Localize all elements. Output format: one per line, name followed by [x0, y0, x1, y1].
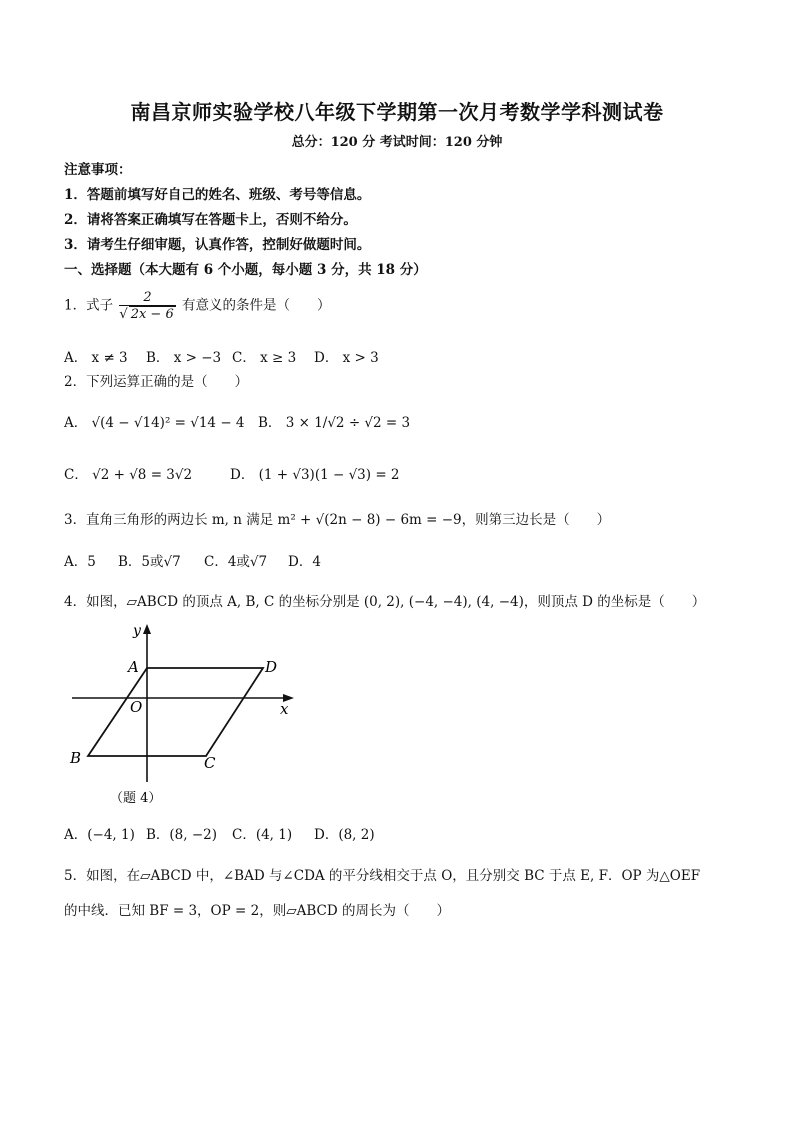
q1-fraction-numerator: 2: [119, 290, 175, 306]
q1-option-b: B． x > −3: [146, 350, 222, 366]
note-item-2: 2．请将答案正确填写在答题卡上，否则不给分。: [64, 212, 357, 228]
q4-parallelogram-diagram: [66, 622, 306, 812]
question-5-line-2: 的中线．已知 BF = 3，OP = 2，则▱ABCD 的周长为（ ）: [64, 903, 450, 919]
question-4-stem: 4．如图，▱ABCD 的顶点 A, B, C 的坐标分别是 (0, 2), (−4, −4), (4, −4)，则顶点 D 的坐标是（ ）: [64, 594, 706, 610]
q1-option-a: A． x ≠ 3: [64, 350, 128, 366]
figure-caption: （题 4）: [110, 791, 162, 806]
label-b: B: [70, 749, 82, 767]
exam-title: 南昌京师实验学校八年级下学期第一次月考数学学科测试卷: [130, 100, 664, 124]
q4-figure: [66, 622, 306, 816]
q3-option-a: A．5: [64, 554, 96, 570]
label-d: D: [265, 658, 278, 676]
q4-option-b: B．(8, −2): [146, 827, 218, 843]
note-item-1: 1．答题前填写好自己的姓名、班级、考号等信息。: [64, 187, 371, 203]
q4-option-a: A．(−4, 1): [64, 827, 135, 843]
q1-prefix: 1．式子: [64, 297, 114, 314]
exam-subtitle: 总分：120 分 考试时间：120 分钟: [291, 135, 503, 150]
q2-option-c: C． √2 + √8 = 3√2: [64, 467, 193, 483]
q4-option-c: C．(4, 1): [232, 827, 293, 843]
q2-option-b: B． 3 × 1/√2 ÷ √2 = 3: [258, 415, 411, 431]
label-a: A: [128, 658, 139, 676]
q4-option-d: D．(8, 2): [314, 827, 375, 843]
q1-option-d: D． x > 3: [314, 350, 379, 366]
question-1: [64, 290, 331, 322]
q3-option-c: C．4或√7: [204, 554, 268, 570]
q1-suffix: 有意义的条件是（ ）: [182, 297, 331, 314]
notes-heading: 注意事项：: [64, 162, 132, 178]
q3-option-d: D．4: [288, 554, 321, 570]
section-heading: 一、选择题（本大题有 6 个小题，每小题 3 分，共 18 分）: [64, 262, 427, 278]
q1-fraction-denominator: √ 2x − 6: [119, 306, 175, 322]
label-c: C: [204, 754, 216, 772]
q2-option-d: D． (1 + √3)(1 − √3) = 2: [230, 467, 400, 483]
label-x: x: [280, 700, 289, 718]
q3-option-b: B．5或√7: [118, 554, 181, 570]
q2-option-a: A． √(4 − √14)² = √14 − 4: [64, 415, 245, 431]
y-axis-arrow-icon: [143, 624, 151, 634]
question-2-stem: 2．下列运算正确的是（ ）: [64, 374, 249, 390]
q1-option-c: C． x ≥ 3: [232, 350, 297, 366]
label-o: O: [130, 698, 143, 716]
question-5-line-1: 5．如图，在▱ABCD 中，∠BAD 与∠CDA 的平分线相交于点 O，且分别交 BC 于点 E, F．OP 为△OEF: [64, 868, 701, 884]
parallelogram-abcd: [88, 668, 263, 756]
note-item-3: 3．请考生仔细审题，认真作答，控制好做题时间。: [64, 237, 371, 253]
label-y: y: [133, 623, 141, 639]
question-3-stem: 3．直角三角形的两边长 m, n 满足 m² + √(2n − 8) − 6m = −9，则第三边长是（ ）: [64, 512, 611, 528]
q1-fraction: [119, 290, 175, 322]
